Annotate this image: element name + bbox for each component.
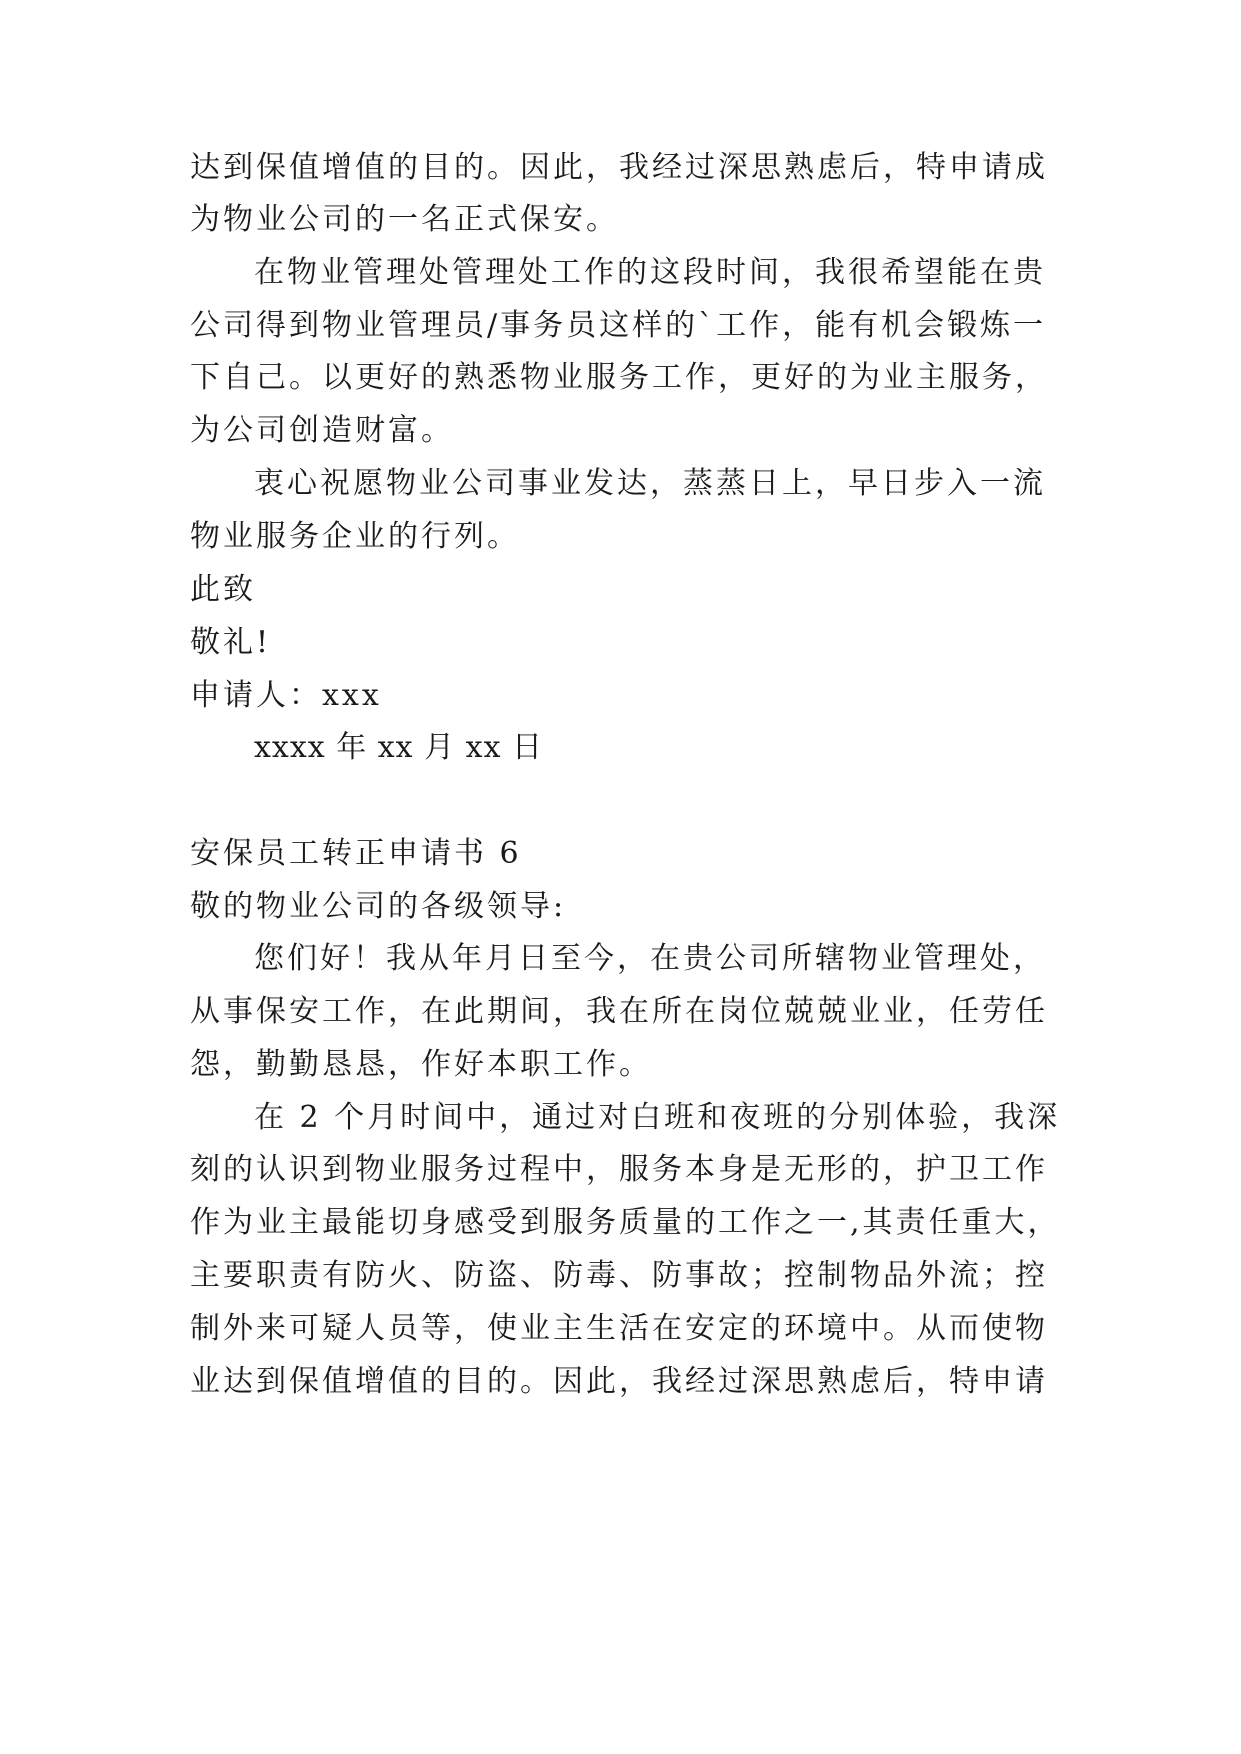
paragraph-3-line-1: 您们好！我从年月日至今，在贵公司所辖物业管理处， bbox=[254, 941, 1046, 976]
closing-ci-zhi: 此致 bbox=[190, 572, 256, 607]
paragraph-4-line-4: 主要职责有防火、防盗、防毒、防事故；控制物品外流；控 bbox=[190, 1258, 1048, 1293]
date-line: xxxx 年 xx 月 xx 日 bbox=[254, 730, 544, 765]
paragraph-1-line-2: 公司得到物业管理员/事务员这样的`工作，能有机会锻炼一 bbox=[190, 308, 1047, 343]
section-title: 安保员工转正申请书 6 bbox=[190, 836, 522, 871]
paragraph-1-line-3: 下自己。以更好的熟悉物业服务工作，更好的为业主服务， bbox=[190, 360, 1048, 395]
paragraph-4-line-5: 制外来可疑人员等，使业主生活在安定的环境中。从而使物 bbox=[190, 1311, 1048, 1346]
paragraph-1-line-1: 在物业管理处管理处工作的这段时间，我很希望能在贵 bbox=[254, 255, 1046, 290]
paragraph-4-line-1: 在 2 个月时间中，通过对白班和夜班的分别体验，我深 bbox=[254, 1100, 1061, 1135]
continuation-line-1: 达到保值增值的目的。因此，我经过深思熟虑后，特申请成 bbox=[190, 150, 1048, 185]
salutation: 敬的物业公司的各级领导: bbox=[190, 889, 567, 924]
paragraph-4-line-2: 刻的认识到物业服务过程中，服务本身是无形的，护卫工作 bbox=[190, 1152, 1048, 1187]
paragraph-4-line-6: 业达到保值增值的目的。因此，我经过深思熟虑后，特申请 bbox=[190, 1364, 1048, 1399]
paragraph-4-line-3: 作为业主最能切身感受到服务质量的工作之一,其责任重大， bbox=[190, 1205, 1061, 1240]
paragraph-2-line-2: 物业服务企业的行列。 bbox=[190, 519, 520, 554]
closing-jing-li: 敬礼! bbox=[190, 625, 272, 660]
paragraph-3-line-3: 怨，勤勤恳恳，作好本职工作。 bbox=[190, 1047, 652, 1082]
paragraph-1-line-4: 为公司创造财富。 bbox=[190, 413, 454, 448]
paragraph-2-line-1: 衷心祝愿物业公司事业发达，蒸蒸日上，早日步入一流 bbox=[254, 466, 1046, 501]
applicant-line: 申请人：xxx bbox=[190, 678, 382, 713]
paragraph-3-line-2: 从事保安工作，在此期间，我在所在岗位兢兢业业，任劳任 bbox=[190, 994, 1048, 1029]
continuation-line-2: 为物业公司的一名正式保安。 bbox=[190, 202, 619, 237]
